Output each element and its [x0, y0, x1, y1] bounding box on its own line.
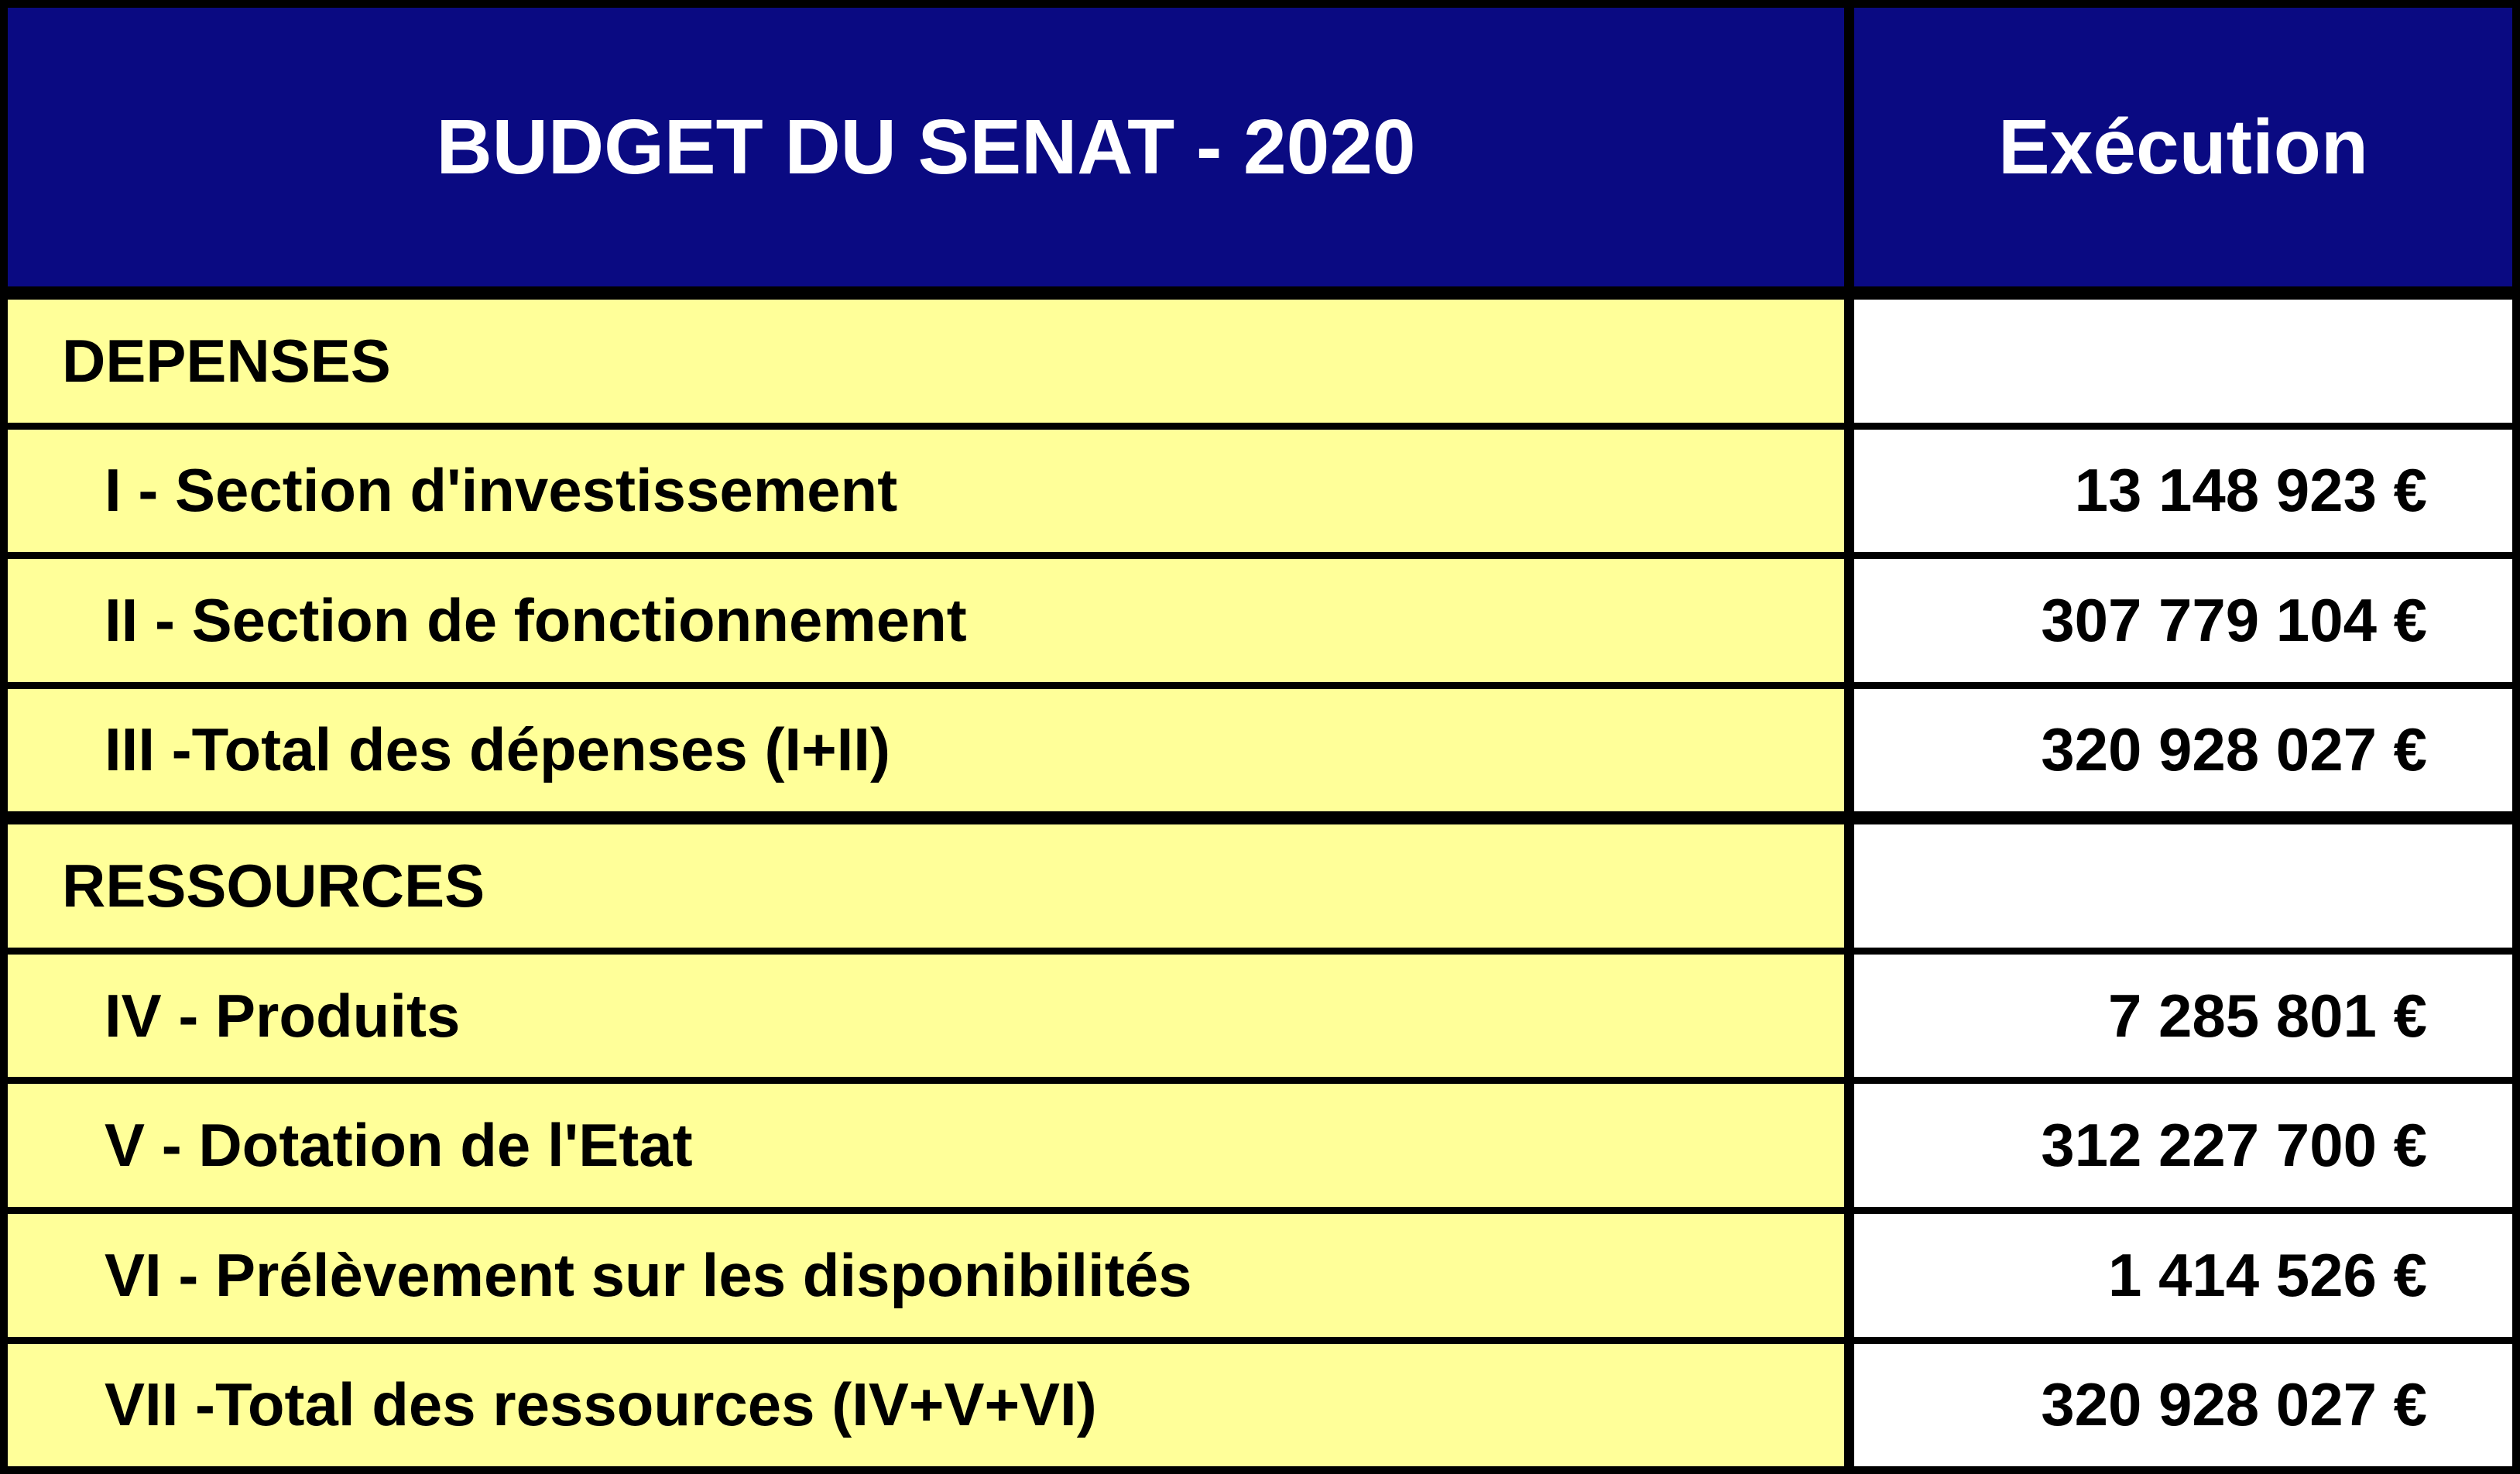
table-row-prelevement	[8, 1214, 2512, 1337]
section-value-empty-depenses	[1854, 300, 2512, 423]
row-value-produits: 7 285 801 €	[1854, 955, 2512, 1078]
row-label-dotation-etat: V - Dotation de l'Etat	[8, 1084, 1844, 1207]
row-label-total-ressources: VII -Total des ressources (IV+V+VI)	[8, 1344, 1844, 1467]
row-value-investissement: 13 148 923 €	[1854, 430, 2512, 553]
table-row-fonctionnement	[8, 559, 2512, 682]
table-title: BUDGET DU SENAT - 2020	[8, 8, 1844, 286]
row-value-total-depenses: 320 928 027 €	[1854, 689, 2512, 812]
table-row-total-ressources	[8, 1344, 2512, 1467]
table-row-dotation-etat	[8, 1084, 2512, 1207]
column-header-execution: Exécution	[1854, 8, 2512, 286]
row-label-prelevement: VI - Prélèvement sur les disponibilités	[8, 1214, 1844, 1337]
row-label-total-depenses: III -Total des dépenses (I+II)	[8, 689, 1844, 812]
section-row-depenses	[8, 300, 2512, 423]
table-row-investissement	[8, 430, 2512, 553]
row-value-prelevement: 1 414 526 €	[1854, 1214, 2512, 1337]
row-label-investissement: I - Section d'investissement	[8, 430, 1844, 553]
row-label-produits: IV - Produits	[8, 955, 1844, 1078]
row-label-fonctionnement: II - Section de fonctionnement	[8, 559, 1844, 682]
section-row-ressources	[8, 824, 2512, 948]
row-value-dotation-etat: 312 227 700 €	[1854, 1084, 2512, 1207]
header-row	[8, 8, 2512, 286]
table-row-total-depenses	[8, 689, 2512, 812]
section-label-ressources: RESSOURCES	[8, 824, 1844, 948]
row-value-total-ressources: 320 928 027 €	[1854, 1344, 2512, 1467]
table-row-produits	[8, 955, 2512, 1078]
row-value-fonctionnement: 307 779 104 €	[1854, 559, 2512, 682]
section-value-empty-ressources	[1854, 824, 2512, 948]
section-label-depenses: DEPENSES	[8, 300, 1844, 423]
